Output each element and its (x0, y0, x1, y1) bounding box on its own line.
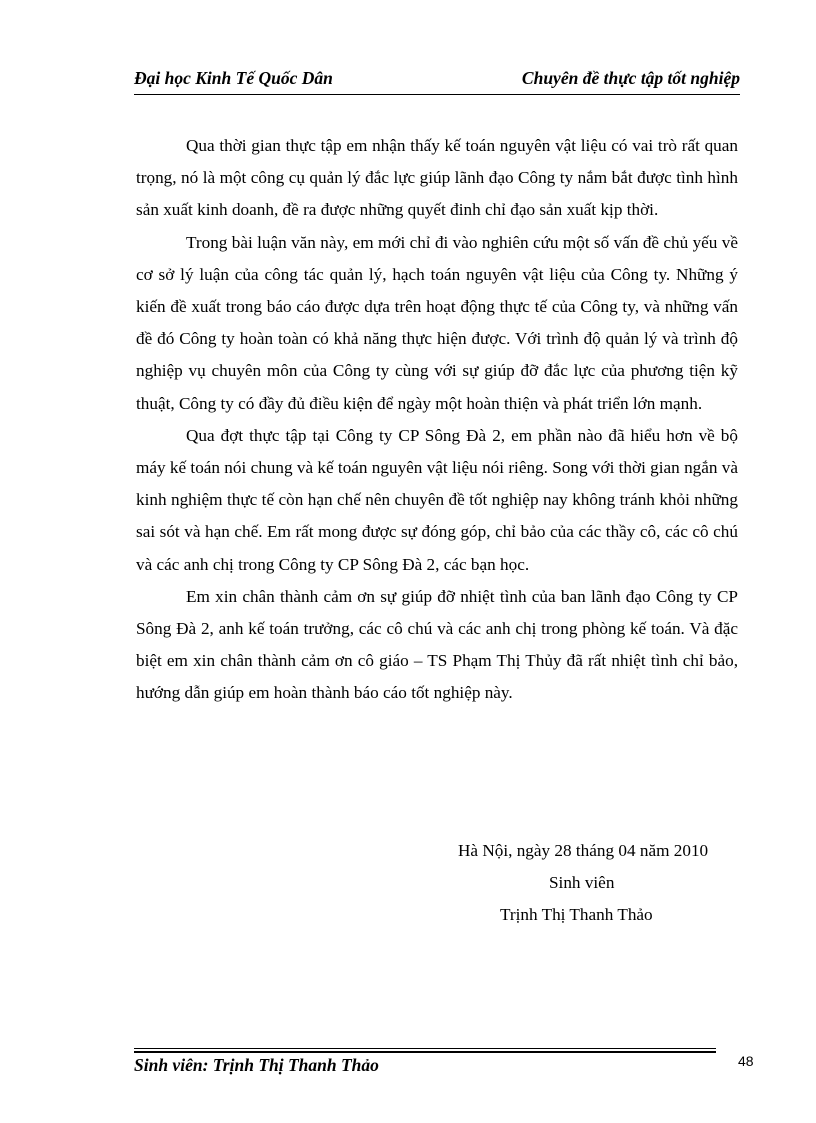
paragraph-4: Em xin chân thành cảm ơn sự giúp đỡ nhiệt tình của ban lãnh đạo Công ty CP Sông Đà 2, anh kế toán trưởng, các cô chú và các anh chị trong phòng kế toán. Và đặc biệt em xin chân thành cảm ơn cô giáo – TS Phạm Thị Thủy đã rất nhiệt tình chỉ bảo, hướng dẫn giúp em hoàn thành báo cáo tốt nghiệp này. (136, 586, 738, 703)
paragraph-2: Trong bài luận văn này, em mới chỉ đi vào nghiên cứu một số vấn đề chủ yếu về cơ sở lý luận của công tác quản lý, hạch toán nguyên vật liệu của Công ty. Những ý kiến đề xuất trong báo cáo được dựa trên hoạt động thực tế của Công ty, và những vấn đề đó Công ty hoàn toàn có khả năng thực hiện được. Với trình độ quản lý và trình độ nghiệp vụ chuyên môn của Công ty cùng với sự giúp đỡ đắc lực của phương tiện kỹ thuật, Công ty có đầy đủ điều kiện để ngày một hoàn thiện và phát triển lớn mạnh. (136, 232, 738, 413)
signature-name: Trịnh Thị Thanh Thảo (500, 905, 653, 924)
footer-student-name: Sinh viên: Trịnh Thị Thanh Thảo (134, 1055, 379, 1075)
document-body (136, 130, 738, 710)
page-number: 48 (738, 1053, 754, 1069)
signature-role: Sinh viên (549, 873, 615, 892)
footer-divider-thin (134, 1048, 716, 1049)
paragraph-3: Qua đợt thực tập tại Công ty CP Sông Đà 2, em phần nào đã hiểu hơn về bộ máy kế toán nói chung và kế toán nguyên vật liệu nói riêng. Song với thời gian ngắn và kinh nghiệm thực tế còn hạn chế nên chuyên đề tốt nghiệp nay không tránh khỏi những sai sót và hạn chế. Em rất mong được sự đóng góp, chỉ bảo của các thầy cô, các cô chú và các anh chị trong Công ty CP Sông Đà 2, các bạn học. (136, 425, 738, 574)
header-divider (134, 94, 740, 95)
footer-divider-thick (134, 1051, 716, 1053)
header-university: Đại học Kinh Tế Quốc Dân (134, 68, 333, 88)
signature-date: Hà Nội, ngày 28 tháng 04 năm 2010 (458, 841, 709, 860)
paragraph-1: Qua thời gian thực tập em nhận thấy kế toán nguyên vật liệu có vai trò rất quan trọng, nó là một công cụ quản lý đắc lực giúp lãnh đạo Công ty nắm bắt được tình hình sản xuất kinh doanh, đề ra được những quyết đinh chỉ đạo sản xuất kịp thời. (136, 136, 738, 220)
header-report-title: Chuyên đề thực tập tốt nghiệp (521, 68, 740, 88)
page-header (134, 68, 740, 94)
